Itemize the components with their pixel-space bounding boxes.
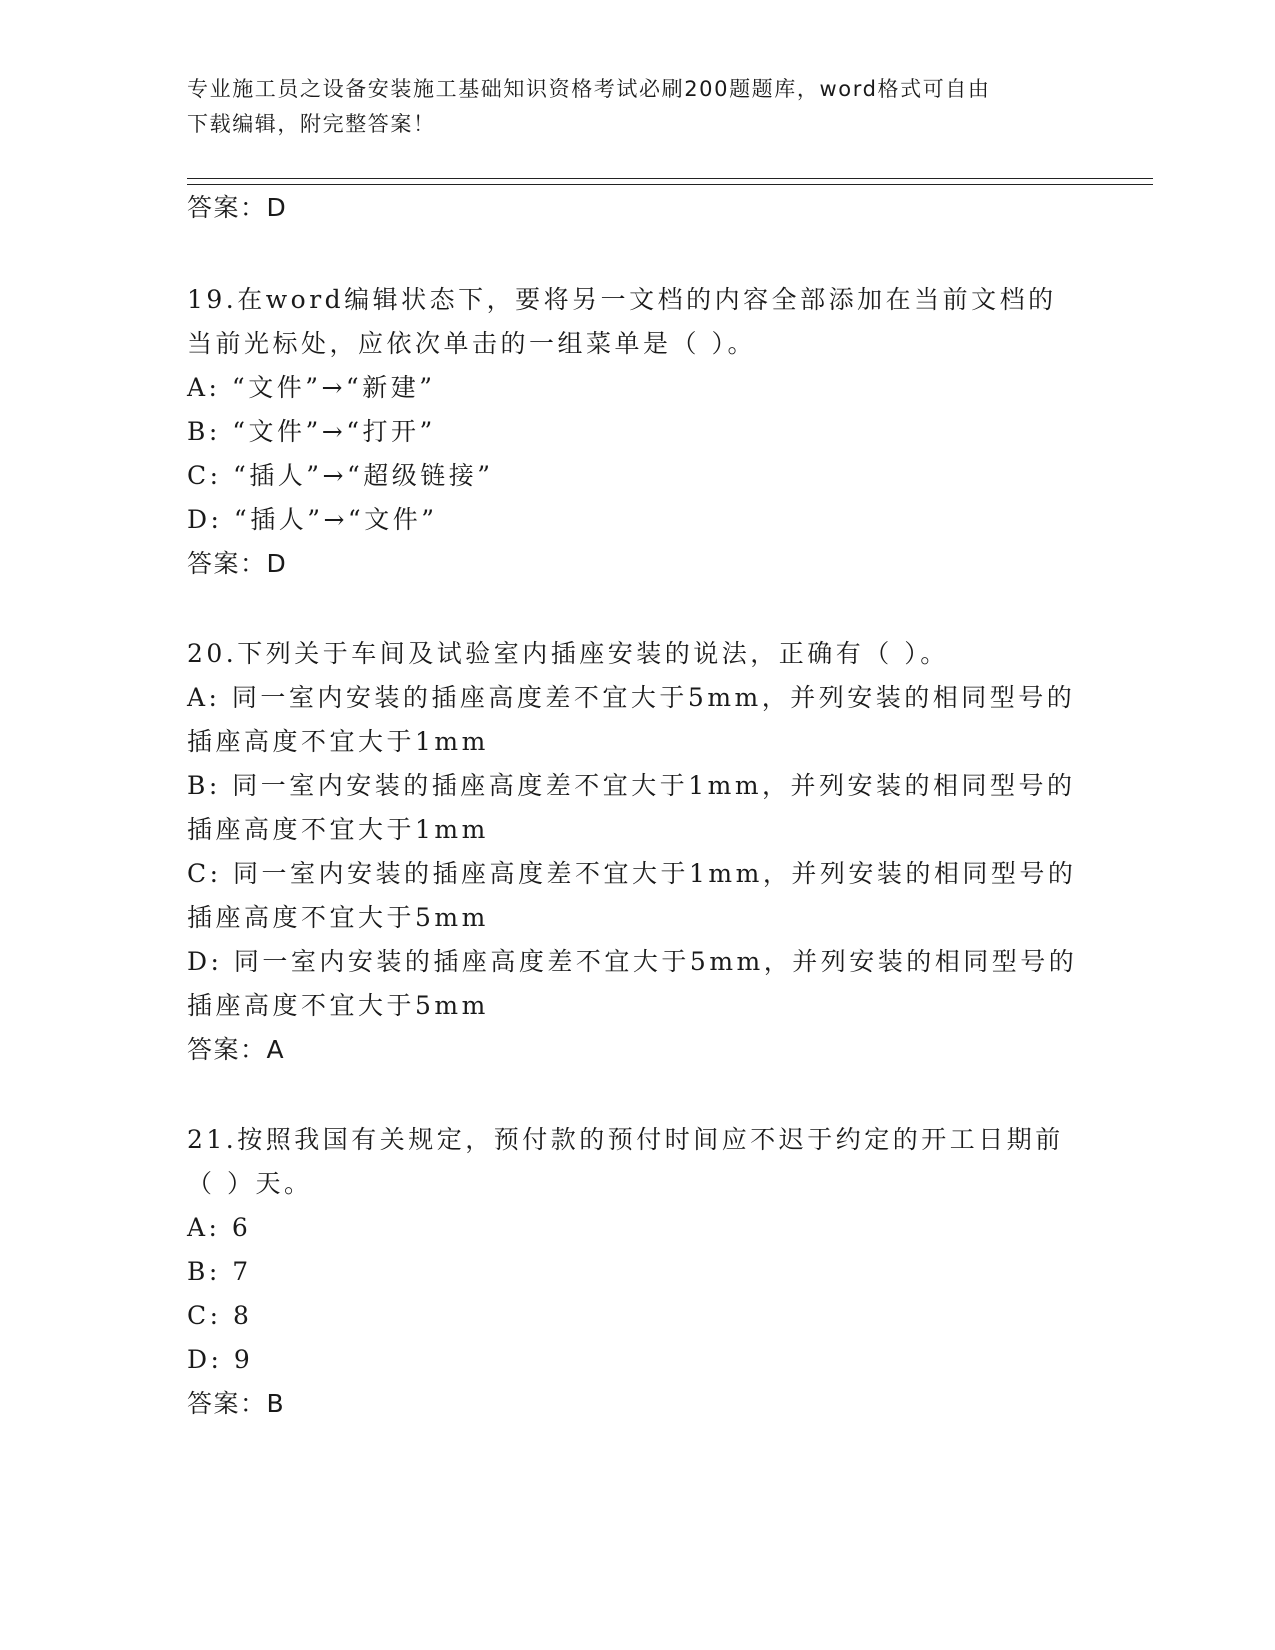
question-21-option-c: C: 8 <box>187 1301 253 1330</box>
question-20-answer: 答案：A <box>187 1035 286 1064</box>
document-header <box>187 72 1087 142</box>
header-line-2: 下载编辑，附完整答案！ <box>187 112 436 136</box>
question-21-option-a: A: 6 <box>187 1213 252 1242</box>
question-19-stem-line-2: 当前光标处，应依次单击的一组菜单是（ ）。 <box>187 329 756 358</box>
question-19-option-d: D: “插人”→“文件” <box>187 505 438 534</box>
question-19-option-c: C: “插人”→“超级链接” <box>187 461 494 490</box>
question-20-option-a-line-2: 插座高度不宜大于1mm <box>187 727 489 756</box>
question-20-option-b-line-2: 插座高度不宜大于1mm <box>187 815 489 844</box>
header-rule-bottom <box>187 184 1153 185</box>
question-19-answer: 答案：D <box>187 549 288 578</box>
question-19-stem-line-1: 19.在word编辑状态下，要将另一文档的内容全部添加在当前文档的 <box>187 285 1057 314</box>
question-21-stem-line-1: 21.按照我国有关规定，预付款的预付时间应不迟于约定的开工日期前 <box>187 1125 1064 1154</box>
question-20-stem-line-1: 20.下列关于车间及试验室内插座安装的说法，正确有（ ）。 <box>187 639 949 668</box>
header-line-1: 专业施工员之设备安装施工基础知识资格考试必刷200题题库，word格式可自由 <box>187 77 991 101</box>
question-20-option-c-line-2: 插座高度不宜大于5mm <box>187 903 489 932</box>
question-20-option-c-line-1: C: 同一室内安装的插座高度差不宜大于1mm，并列安装的相同型号的 <box>187 859 1077 888</box>
question-21-answer: 答案：B <box>187 1389 286 1418</box>
question-21-stem-line-2: （ ）天。 <box>187 1169 313 1198</box>
question-20-option-d-line-1: D: 同一室内安装的插座高度差不宜大于5mm，并列安装的相同型号的 <box>187 947 1078 976</box>
question-19-option-b: B: “文件”→“打开” <box>187 417 436 446</box>
answer-previous: 答案：D <box>187 193 288 222</box>
question-20-option-a-line-1: A: 同一室内安装的插座高度差不宜大于5mm，并列安装的相同型号的 <box>187 683 1076 712</box>
question-19-option-a: A: “文件”→“新建” <box>187 373 436 402</box>
question-21-option-b: B: 7 <box>187 1257 252 1286</box>
header-rule-top <box>187 178 1153 179</box>
question-20-option-b-line-1: B: 同一室内安装的插座高度差不宜大于1mm，并列安装的相同型号的 <box>187 771 1076 800</box>
question-21-option-d: D: 9 <box>187 1345 254 1374</box>
question-20-option-d-line-2: 插座高度不宜大于5mm <box>187 991 489 1020</box>
